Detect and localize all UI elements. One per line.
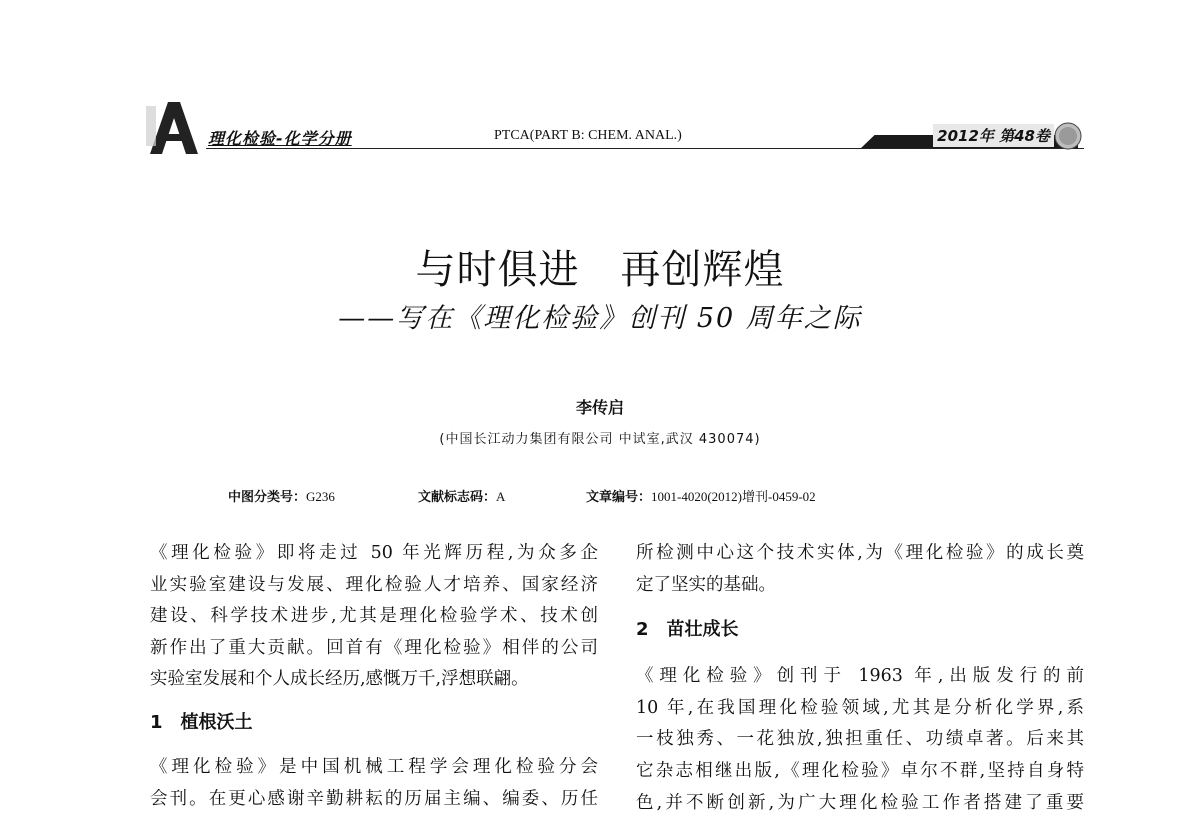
body-line: 一枝独秀、一花独放,独担重任、功绩卓著。后来其	[636, 729, 1084, 750]
author-name: 李传启	[575, 398, 624, 417]
article-subtitle: ——写在《理化检验》创刊 50 周年之际	[338, 303, 862, 334]
header-rule	[206, 148, 1084, 149]
right-column	[636, 538, 1084, 819]
document-code: 文献标志码：A	[418, 489, 506, 505]
supplement-seal-icon	[1054, 122, 1082, 150]
body-line: 会刊。在更心感谢辛勤耕耘的历届主编、编委、历任	[150, 788, 598, 809]
body-line: 色,并不断创新,为广大理化检验工作者搭建了重要	[636, 792, 1084, 813]
body-line: 《理化检验》是中国机械工程学会理化检验分会	[150, 756, 598, 777]
body-line: 建设、科学技术进步,尤其是理化检验学术、技术创	[150, 606, 598, 627]
clc-number: 中图分类号：G236	[228, 489, 335, 505]
body-line: 《理化检验》创刊于 1963 年,出版发行的前	[636, 666, 1084, 687]
article-title: 与时俱进 再创辉煌	[415, 247, 785, 293]
body-line: 定了坚实的基础。	[636, 574, 776, 595]
body-line: 实验室发展和个人成长经历,感慨万千,浮想联翩。	[150, 669, 529, 690]
body-line: 它杂志相继出版,《理化检验》卓尔不群,坚持自身特	[636, 760, 1084, 781]
body-line: 业实验室建设与发展、理化检验人才培养、国家经济	[150, 574, 598, 595]
body-line: 所检测中心这个技术实体,为《理化检验》的成长奠	[636, 543, 1084, 563]
section-heading: 2 苗壮成长	[636, 619, 739, 641]
body-line: 《理化检验》即将走过 50 年光辉历程,为众多企	[150, 543, 598, 563]
author-affiliation: (中国长江动力集团有限公司 中试室,武汉 430074)	[439, 432, 761, 447]
left-column	[150, 538, 598, 815]
section-heading: 1 植根沃土	[150, 711, 253, 733]
journal-name: 理化检验-化学分册	[208, 129, 352, 148]
running-header	[140, 96, 1084, 154]
volume-label: 2012年 第48卷	[933, 124, 1054, 147]
journal-subtitle: PTCA(PART B: CHEM. ANAL.)	[494, 128, 682, 143]
article-id: 文章编号：1001-4020(2012)增刊-0459-02	[586, 489, 816, 505]
journal-logo-icon	[146, 100, 200, 154]
body-line: 新作出了重大贡献。回首有《理化检验》相伴的公司	[150, 637, 598, 658]
body-line: 10 年,在我国理化检验领域,尤其是分析化学界,系	[636, 697, 1084, 718]
